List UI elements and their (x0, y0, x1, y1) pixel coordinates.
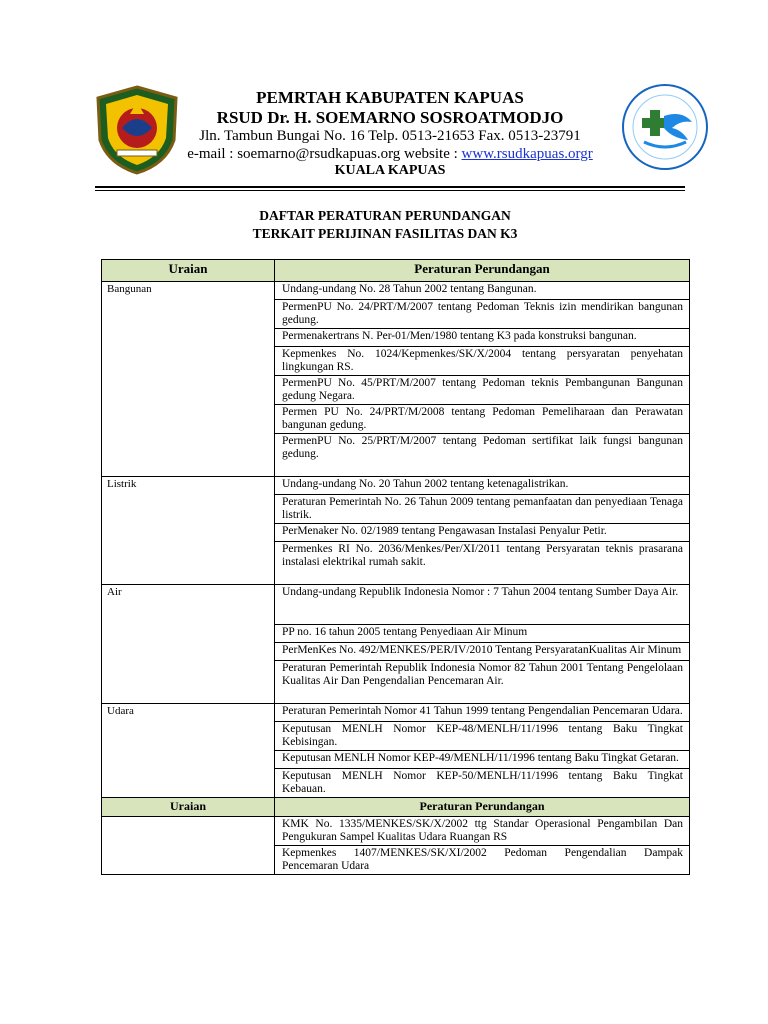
regulation-item: Undang-undang Republik Indonesia Nomor : 7 Tahun 2004 tentang Sumber Daya Air. (275, 585, 689, 625)
regulation-item: Keputusan MENLH Nomor KEP-49/MENLH/11/1996 tentang Baku Tingkat Getaran. (275, 751, 689, 769)
regulations-table (101, 259, 690, 875)
regulation-item: Kepmenkes No. 1024/Kepmenkes/SK/X/2004 tentang persyaratan penyehatan lingkungan RS. (275, 347, 689, 376)
regulation-list (275, 477, 690, 585)
hospital-logo (620, 82, 710, 172)
category-cell: Air (102, 585, 275, 704)
regulation-item: PP no. 16 tahun 2005 tentang Penyediaan Air Minum (275, 625, 689, 643)
row-spacer (275, 462, 689, 476)
table-row (102, 585, 690, 704)
col-header-uraian: Uraian (102, 260, 275, 282)
col-header-peraturan-repeat: Peraturan Perundangan (275, 798, 690, 817)
row-spacer (275, 689, 689, 703)
col-header-uraian-repeat: Uraian (102, 798, 275, 817)
regulation-list (275, 282, 690, 477)
category-cell: Listrik (102, 477, 275, 585)
regulation-item: Keputusan MENLH Nomor KEP-48/MENLH/11/1996 tentang Baku Tingkat Kebisingan. (275, 722, 689, 751)
header-rule-thick (95, 186, 685, 188)
col-header-peraturan: Peraturan Perundangan (275, 260, 690, 282)
regulation-item: Keputusan MENLH Nomor KEP-50/MENLH/11/1996 tentang Baku Tingkat Kebauan. (282, 770, 683, 795)
header-contact (150, 146, 630, 163)
regulation-item: Permenakertrans N. Per-01/Men/1980 tentang K3 pada konstruksi bangunan. (275, 329, 689, 347)
regulation-item: Permen PU No. 24/PRT/M/2008 tentang Pedoman Pemeliharaan dan Perawatan bangunan gedung. (275, 405, 689, 434)
header-address: Jln. Tambun Bungai No. 16 Telp. 0513-21653 Fax. 0513-23791 (199, 128, 581, 144)
category-cell: Udara (102, 704, 275, 798)
header-hospital-name: RSUD Dr. H. SOEMARNO SOSROATMODJO (216, 108, 564, 127)
regulation-item: KMK No. 1335/MENKES/SK/X/2002 ttg Standar Operasional Pengambilan Dan Pengukuran Sampel Kualitas Udara Ruangan RS (275, 817, 689, 846)
category-cell: Bangunan (102, 282, 275, 477)
regulation-item: Kepmenkes 1407/MENKES/SK/XI/2002 Pedoman Pengendalian Dampak Pencemaran Udara (282, 847, 683, 872)
website-link[interactable]: www.rsudkapuas.orgr (461, 146, 593, 162)
row-spacer (275, 570, 689, 584)
regulation-item: PermenPU No. 45/PRT/M/2007 tentang Pedoman teknis Pembangunan Bangunan gedung Negara. (275, 376, 689, 405)
header-email: e-mail : soemarno@rsudkapuas.org website : (187, 146, 462, 162)
category-cell-empty (102, 817, 275, 875)
regulation-list (275, 704, 690, 798)
table-header-row (102, 260, 690, 282)
document-title: DAFTAR PERATURAN PERUNDANGAN (259, 208, 511, 223)
regulation-item: Undang-undang No. 20 Tahun 2002 tentang ketenagalistrikan. (275, 477, 689, 495)
header-rule-thin (95, 190, 685, 191)
document-subtitle: TERKAIT PERIJINAN FASILITAS DAN K3 (252, 226, 518, 241)
table-header-row-repeat (102, 798, 690, 817)
regulation-item: PermenPU No. 25/PRT/M/2007 tentang Pedoman sertifikat laik fungsi bangunan gedung. (282, 435, 683, 460)
regulation-item: Permenkes RI No. 2036/Menkes/Per/XI/2011 tentang Persyaratan teknis prasarana instalasi elektrikal rumah sakit. (282, 543, 683, 568)
regulation-list (275, 585, 690, 704)
table-row (102, 817, 690, 875)
regulation-item: PerMenKes No. 492/MENKES/PER/IV/2010 Tentang PersyaratanKualitas Air Minum (275, 643, 689, 661)
regulation-item: Peraturan Pemerintah Republik Indonesia Nomor 82 Tahun 2001 Tentang Pengelolaan Kualitas Air Dan Pengendalian Pencemaran Air. (282, 662, 683, 687)
table-row (102, 477, 690, 585)
header-city: KUALA KAPUAS (334, 163, 446, 178)
regulation-item: Undang-undang No. 28 Tahun 2002 tentang Bangunan. (275, 282, 689, 300)
regulation-item: Peraturan Pemerintah No. 26 Tahun 2009 tentang pemanfaatan dan penyediaan Tenaga listrik. (275, 495, 689, 524)
regulation-item: PerMenaker No. 02/1989 tentang Pengawasan Instalasi Penyalur Petir. (275, 524, 689, 542)
table-row (102, 282, 690, 477)
regulation-list (275, 817, 690, 875)
header-government-line: PEMRTAH KABUPATEN KAPUAS (256, 88, 524, 107)
table-row (102, 704, 690, 798)
regulation-item: Peraturan Pemerintah Nomor 41 Tahun 1999 tentang Pengendalian Pencemaran Udara. (275, 704, 689, 722)
regulation-item: PermenPU No. 24/PRT/M/2007 tentang Pedoman Teknis izin mendirikan bangunan gedung. (275, 300, 689, 329)
